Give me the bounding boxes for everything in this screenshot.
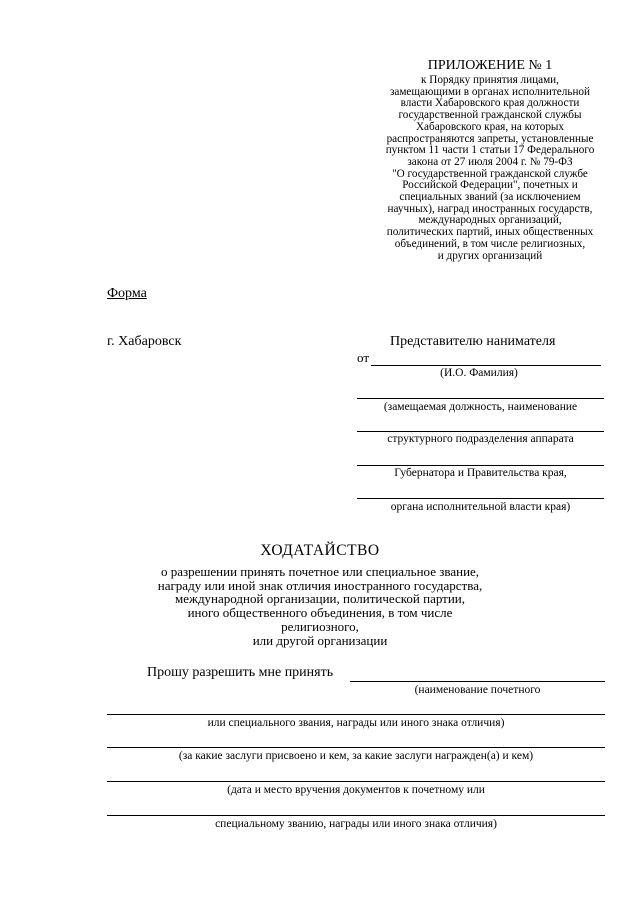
appendix-header [360, 58, 620, 262]
appendix-line: Российской Федерации", почетных и [402, 179, 578, 192]
government-caption: Губернатора и Правительства края, [394, 467, 567, 479]
subtitle-line: международной организации, политической партии, [174, 591, 466, 607]
subtitle-line: иного общественного объединения, в том числе религиозного, [187, 605, 453, 634]
petition-title: ХОДАТАЙСТВО [260, 542, 380, 559]
position-caption: (замещаемая должность, наименование [383, 401, 578, 413]
position-field-line[interactable] [357, 398, 604, 399]
award-type-field-line[interactable] [107, 714, 605, 715]
subtitle-line: о разрешении принять почетное или специальное звание, [160, 564, 480, 579]
appendix-line: распространяются запреты, установленные [386, 132, 594, 145]
appendix-line: пунктом 11 части 1 статьи 17 Федерального [385, 144, 595, 157]
department-field-line[interactable] [357, 431, 604, 432]
award-name-caption: (наименование почетного [414, 684, 541, 696]
authority-caption: органа исполнительной власти края) [390, 501, 571, 513]
award-type-caption: или специального звания, награды или иного знака отличия) [207, 717, 505, 729]
authority-field-line[interactable] [357, 498, 604, 499]
appendix-line: "О государственной гражданской службе [392, 167, 588, 180]
date-place-field-line[interactable] [107, 781, 605, 782]
documents-field-line[interactable] [107, 815, 605, 816]
appendix-title: ПРИЛОЖЕНИЕ № 1 [427, 58, 553, 73]
city-label: г. Хабаровск [107, 334, 182, 349]
appendix-line: замещающими в органах исполнительной [389, 85, 591, 98]
merits-caption: (за какие заслуги присвоено и кем, за какие заслуги награжден(а) и кем) [178, 750, 534, 762]
date-place-caption: (дата и место вручения документов к почетному или [227, 784, 485, 796]
name-caption: (И.О. Фамилия) [440, 367, 518, 379]
award-name-field-line[interactable] [350, 681, 605, 682]
documents-caption: специальному званию, награды или иного знака отличия) [215, 818, 497, 830]
appendix-line: международных организаций, [418, 214, 562, 227]
subtitle-line: или другой организации [252, 632, 388, 648]
request-label: Прошу разрешить мне принять [147, 665, 334, 680]
appendix-line: специальных званий (за исключением [399, 191, 581, 204]
merits-field-line[interactable] [107, 747, 605, 748]
appendix-line: научных), наград иностранных государств, [387, 202, 593, 215]
recipient-title: Представителю нанимателя [390, 334, 556, 349]
appendix-line: власти Хабаровского края должности [400, 97, 580, 110]
appendix-line: объединений, в том числе религиозных, [394, 237, 586, 250]
petition-subtitle [150, 565, 490, 647]
name-field-line[interactable] [371, 365, 601, 366]
appendix-text [360, 75, 620, 262]
appendix-line: Хабаровского края, на которых [415, 120, 565, 133]
appendix-line: и других организаций [437, 249, 543, 262]
subtitle-line: награду или иной знак отличия иностранного государства, [157, 577, 483, 593]
appendix-line: закона от 27 июля 2004 г. № 79-ФЗ [407, 155, 573, 168]
government-field-line[interactable] [357, 465, 604, 466]
from-label: от [357, 350, 370, 365]
form-label: Форма [107, 286, 147, 301]
department-caption: структурного подразделения аппарата [387, 433, 574, 445]
appendix-line: государственной гражданской службы [398, 109, 582, 122]
appendix-line: к Порядку принятия лицами, [421, 74, 559, 86]
appendix-line: политических партий, иных общественных [386, 226, 594, 239]
